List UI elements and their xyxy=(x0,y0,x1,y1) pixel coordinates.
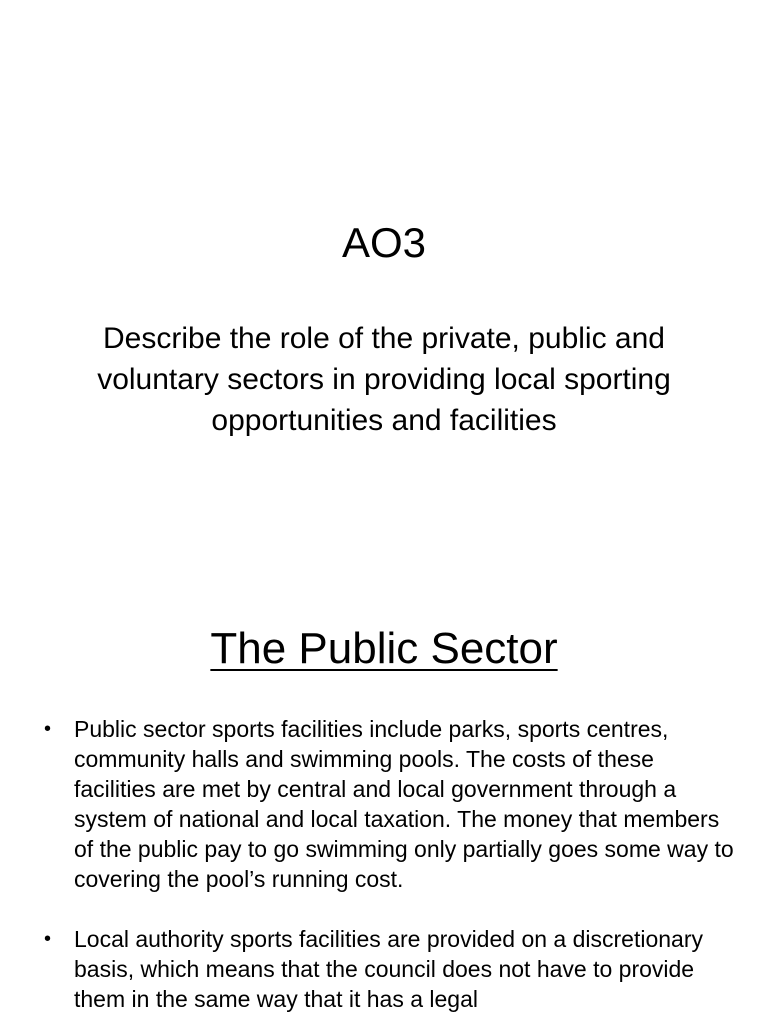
bullet-text: Public sector sports facilities include parks, sports centres, community halls and swimming pools. The costs of these facilities are met by central and local government through a system of national and local taxation. The money that members of the public pay to go swimming only partially goes some way to covering the pool’s running cost. xyxy=(74,716,734,892)
bullet-dot-icon: • xyxy=(44,718,52,740)
bullet-list xyxy=(44,714,734,1024)
bullet-item xyxy=(44,714,734,894)
slide-subtitle: Describe the role of the private, public and voluntary sectors in providing local sporting opportunities and facilities xyxy=(97,322,671,437)
bullet-text: Local authority sports facilities are provided on a discretionary basis, which means that the council does not have to provide them in the same way that it has a legal xyxy=(74,926,703,1012)
slide-public-sector xyxy=(0,576,768,1024)
slide-heading: The Public Sector xyxy=(210,624,558,673)
bullet-item xyxy=(44,924,734,1014)
bullet-dot-icon: • xyxy=(44,928,52,950)
slide-title: AO3 xyxy=(341,219,427,266)
